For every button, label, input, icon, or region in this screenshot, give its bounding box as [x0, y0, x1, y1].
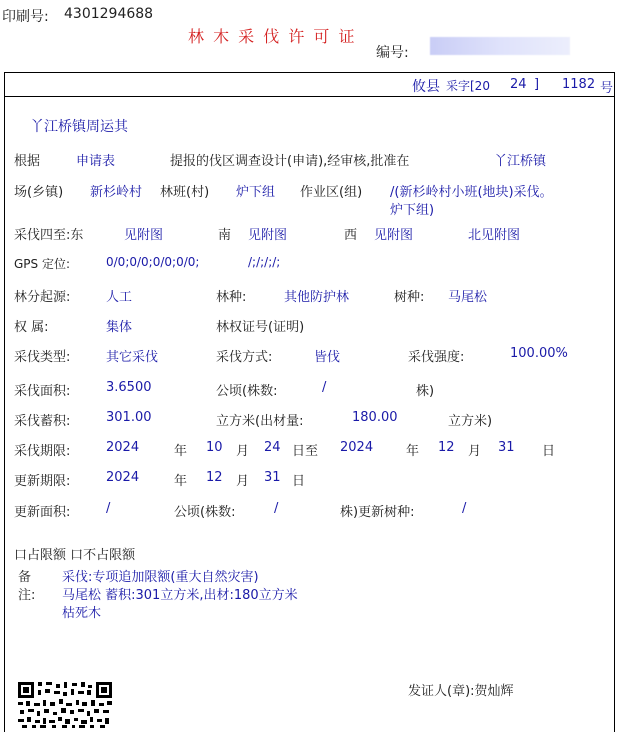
intensity: 100.00% [510, 346, 568, 361]
period-end-year: 2024 [340, 440, 374, 455]
renew-day: 31 [264, 470, 281, 485]
period-start-year: 2024 [106, 440, 140, 455]
bound-west: 见附图 [374, 228, 414, 243]
period-start-day: 24 [264, 440, 281, 455]
period-nian: 年 [174, 444, 188, 459]
origin-label: 林分起源: [14, 290, 71, 305]
ref-number: 1182 [562, 77, 596, 92]
gps-value2: /;/;/;/; [248, 255, 281, 269]
renew-nian: 年 [174, 474, 188, 489]
intensity-label: 采伐强度: [408, 350, 465, 365]
issuer: 发证人(章):贺灿辉 [408, 684, 514, 699]
bound-west-label: 西 [344, 228, 358, 243]
period-ri-zhi: 日至 [292, 444, 319, 459]
basis-label: 根据 [14, 154, 41, 169]
period-ri: 日 [542, 444, 556, 459]
notes-line3: 枯死木 [62, 606, 102, 621]
basis-text: 提报的伐区调查设计(申请),经审核,批准在 [170, 154, 410, 169]
origin-value: 人工 [106, 290, 133, 305]
period-yue2: 月 [468, 444, 482, 459]
notes-line2: 马尾松 蓄积:301立方米,出材:180立方米 [62, 588, 298, 603]
ref-prefix: 采字[20 [446, 79, 490, 93]
period-label: 采伐期限: [14, 444, 71, 459]
area-count: / [322, 380, 327, 395]
period-start-month: 10 [206, 440, 223, 455]
renew-period-label: 更新期限: [14, 474, 71, 489]
quota-options: 口占限额 口不占限额 [14, 548, 136, 563]
team: 炉下组 [236, 185, 276, 200]
basis-doc: 申请表 [76, 154, 116, 169]
area-unit: 公顷(株数: [216, 384, 278, 399]
gps-label: GPS 定位: [14, 257, 71, 271]
species-label: 树种: [394, 290, 425, 305]
qr-code-icon [18, 682, 112, 728]
ownership-value: 集体 [106, 320, 133, 335]
renew-area-value: / [106, 501, 111, 516]
ref-county: 攸县 [412, 79, 440, 95]
renew-year: 2024 [106, 470, 140, 485]
period-yue: 月 [236, 444, 250, 459]
timber-value: 180.00 [352, 410, 398, 425]
ref-hao: 号 [600, 81, 614, 96]
print-number-label: 印刷号: [2, 9, 49, 25]
bound-north: 北见附图 [468, 228, 521, 243]
species: 马尾松 [448, 290, 488, 305]
bound-south-label: 南 [218, 228, 232, 243]
ref-year: 24 [510, 77, 527, 92]
serial-label: 编号: [376, 45, 409, 61]
print-number: 4301294688 [64, 6, 154, 22]
bounds-label: 采伐四至:东 [14, 228, 84, 243]
bound-east: 见附图 [124, 228, 164, 243]
forest-type: 其他防护林 [284, 290, 350, 305]
basis-town: 丫江桥镇 [494, 154, 547, 169]
renew-species: / [462, 501, 467, 516]
bound-south: 见附图 [248, 228, 288, 243]
ownership-cert-label: 林权证号(证明) [216, 320, 305, 335]
period-end-month: 12 [438, 440, 455, 455]
forest-type-label: 林种: [216, 290, 247, 305]
ref-close: ] [534, 77, 540, 92]
gps-value1: 0/0;0/0;0/0;0/0; [106, 255, 200, 269]
applicant: 丫江桥镇周运其 [30, 119, 128, 135]
permit-frame [4, 72, 615, 732]
period-end-day: 31 [498, 440, 515, 455]
volume-unit: 立方米(出材量: [216, 414, 304, 429]
renew-area-unit2: 株)更新树种: [340, 505, 415, 520]
header-divider [4, 96, 615, 97]
subzone-line2: 炉下组) [390, 203, 435, 218]
renew-area-label: 更新面积: [14, 505, 71, 520]
notes-label-1: 备 [18, 570, 32, 585]
zone-label: 作业区(组) [300, 185, 363, 200]
team-label: 林班(村) [160, 185, 210, 200]
renew-yue: 月 [236, 474, 250, 489]
logging-type: 其它采伐 [106, 350, 159, 365]
period-nian2: 年 [406, 444, 420, 459]
renew-area-unit: 公顷(株数: [174, 505, 236, 520]
township-label: 场(乡镇) [14, 185, 64, 200]
renew-month: 12 [206, 470, 223, 485]
notes-label-2: 注: [18, 588, 36, 603]
logging-mode: 皆伐 [314, 350, 341, 365]
ownership-label: 权 属: [14, 320, 49, 335]
area-label: 采伐面积: [14, 384, 71, 399]
notes-line1: 采伐:专项追加限额(重大自然灾害) [62, 570, 259, 585]
area-unit2: 株) [416, 384, 435, 399]
subzone-line1: /(新杉岭村小班(地块)采伐。 [390, 185, 553, 200]
logging-type-label: 采伐类型: [14, 350, 71, 365]
serial-redaction [430, 37, 570, 55]
logging-mode-label: 采伐方式: [216, 350, 273, 365]
volume-label: 采伐蓄积: [14, 414, 71, 429]
renew-area-count: / [274, 501, 279, 516]
volume-value: 301.00 [106, 410, 152, 425]
area-value: 3.6500 [106, 380, 152, 395]
village: 新杉岭村 [90, 185, 143, 200]
renew-ri: 日 [292, 474, 306, 489]
volume-unit2: 立方米) [448, 414, 493, 429]
document-title: 林 木 采 伐 许 可 证 [188, 27, 357, 46]
